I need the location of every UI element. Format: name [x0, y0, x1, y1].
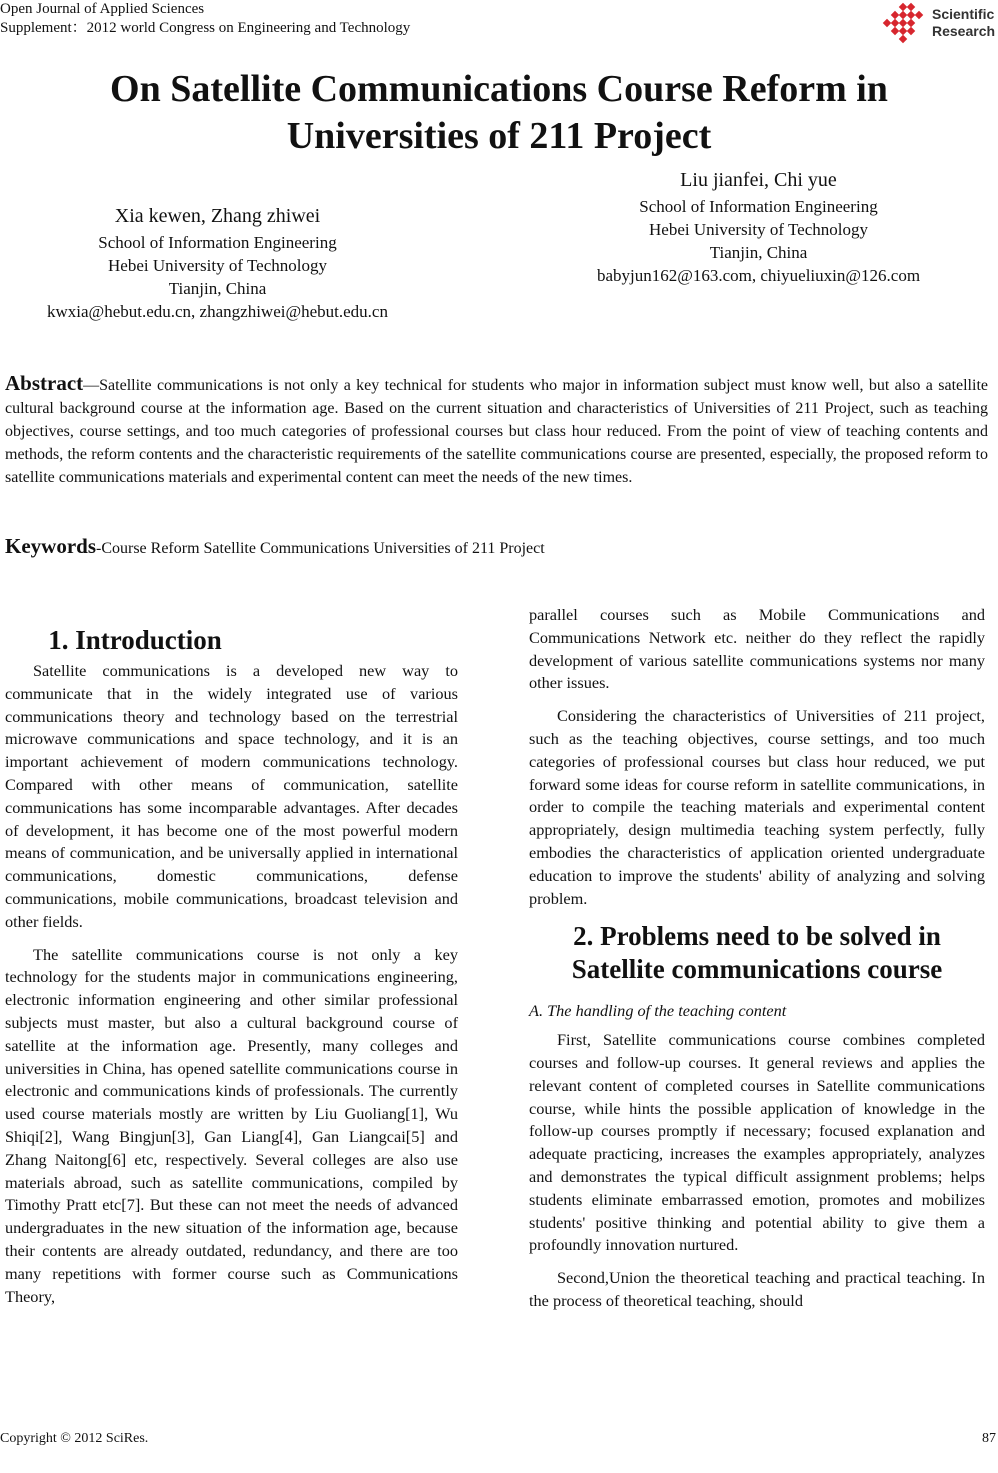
abstract-label: Abstract — [5, 371, 84, 395]
paragraph: First, Satellite communications course combines completed courses and follow-up courses. It general reviews and applies the relevant content of completed courses in Satellite communications course, while hints the possible application of knowledge in the follow-up courses promptly if necessary; focused explanation and adequate practicing, increases the examples appropriately, analyzes and demonstrates the typical difficult assignment problems; helps students eliminate embarrassed emotion, promotes and mobilizes students' positive thinking and potential ability to give them a profoundly innovation nurtured. — [529, 1030, 985, 1255]
subsection-heading: A. The handling of the teaching content — [529, 1001, 787, 1021]
section-heading-problems — [529, 920, 985, 986]
copyright: Copyright © 2012 SciRes. — [0, 1431, 149, 1446]
section-heading-line-1: 2. Problems need to be solved in — [573, 921, 941, 952]
author-block-left — [0, 201, 435, 323]
title-line-2: Universities of 211 Project — [286, 115, 712, 157]
left-column — [5, 660, 458, 1318]
logo-wordmark — [932, 6, 995, 40]
keywords-text: -Course Reform Satellite Communications Universities of 211 Project — [96, 540, 545, 557]
paragraph: Second,Union the theoretical teaching and practical teaching. In the process of theoretical teaching, should — [529, 1268, 985, 1310]
section-heading-line-2: Satellite communications course — [571, 954, 943, 985]
author-city: Tianjin, China — [168, 279, 267, 298]
paragraph: parallel courses such as Mobile Communications and Communications Network etc. neither do they reflect the rapidly development of various satellite communications systems nor many other issues. — [529, 605, 985, 693]
paragraph: Satellite communications is a developed new way to communicate that in the widely integrated use of various communications theory and technology based on the terrestrial microwave communications and space technology, and it is an important achievement of modern communications technology. Compared with other means of communication, satellite communications has some incomparable advantages. After decades of development, it has become one of the most powerful modern means of communication, and be universally applied in international communications, domestic communications, defense communications, mobile communications, broadcast television and other fields. — [5, 661, 458, 931]
page-number: 87 — [982, 1431, 996, 1446]
paragraph: The satellite communications course is not only a key technology for the students major in communications engineering, electronic information engineering and other similar professional subjects must master, but also a cultural background course of satellite at the information age. Presently, many colleges and universities in China, has opened satellite communications course in electronic and communications kinds of professionals. The currently used course materials mostly are written by Liu Guoliang[1], Wu Shiqi[2], Wang Bingjun[3], Gan Liang[4], Gan Liangcai[5] and Zhang Naitong[6] etc, respectively. Several colleges are also use materials abroad, such as satellite communications, compiled by Timothy Pratt etc[7]. But these can not meet the needs of advanced undergraduates in the new situation of the information age, because their contents are already outdated, redundancy, and there are too many repetitions with former course such as Communications Theory, — [5, 944, 458, 1306]
author-names: Xia kewen, Zhang zhiwei — [114, 205, 321, 227]
paragraph: Considering the characteristics of Universities of 211 project, such as the teaching objectives, course settings, and too much categories of professional courses but class hour reduced, we put forward some ideas for course reform in satellite communications, in order to compile the teaching materials and experimental content appropriately, design multimedia teaching system perfectly, fully embodies the characteristics of application oriented undergraduate education to improve the students' ability of analyzing and solving problem. — [529, 706, 985, 908]
author-school: School of Information Engineering — [98, 233, 337, 252]
author-university: Hebei University of Technology — [649, 220, 868, 239]
title-line-1: On Satellite Communications Course Reform in — [110, 68, 888, 110]
abstract-text: —Satellite communications is not only a key technical for students who major in information subject must know well, but also a satellite cultural background course at the information age. Based on the current situation and characteristics of Universities of 211 Project, such as teaching objectives, course settings, and too much categories of professional courses but class hour reduced. From the point of view of teaching contents and methods, the reform contents and the characteristic requirements of the satellite communications course are presented, especially, the proposed reform to satellite communications materials and experimental content can meet the needs of the new times. — [5, 377, 988, 486]
paper-title — [0, 66, 998, 160]
journal-name: Open Journal of Applied Sciences — [0, 1, 205, 17]
author-email: babyjun162@163.com, chiyueliuxin@126.com — [596, 266, 921, 285]
diamond-grid-icon — [880, 2, 928, 46]
keywords — [5, 534, 545, 561]
author-names: Liu jianfei, Chi yue — [680, 169, 837, 191]
journal-supplement: Supplement：2012 world Congress on Engineering and Technology — [0, 20, 411, 36]
author-school: School of Information Engineering — [639, 197, 878, 216]
logo-line-2: Research — [932, 23, 996, 39]
section-heading-introduction: 1. Introduction — [48, 625, 222, 655]
keywords-label: Keywords — [5, 534, 96, 558]
abstract — [5, 372, 988, 489]
author-city: Tianjin, China — [709, 243, 808, 262]
logo-line-1: Scientific — [932, 6, 995, 22]
publisher-logo — [880, 2, 998, 46]
author-university: Hebei University of Technology — [108, 256, 327, 275]
right-column — [529, 604, 985, 1323]
author-block-right — [519, 165, 998, 287]
author-email: kwxia@hebut.edu.cn, zhangzhiwei@hebut.edu.cn — [47, 302, 388, 321]
